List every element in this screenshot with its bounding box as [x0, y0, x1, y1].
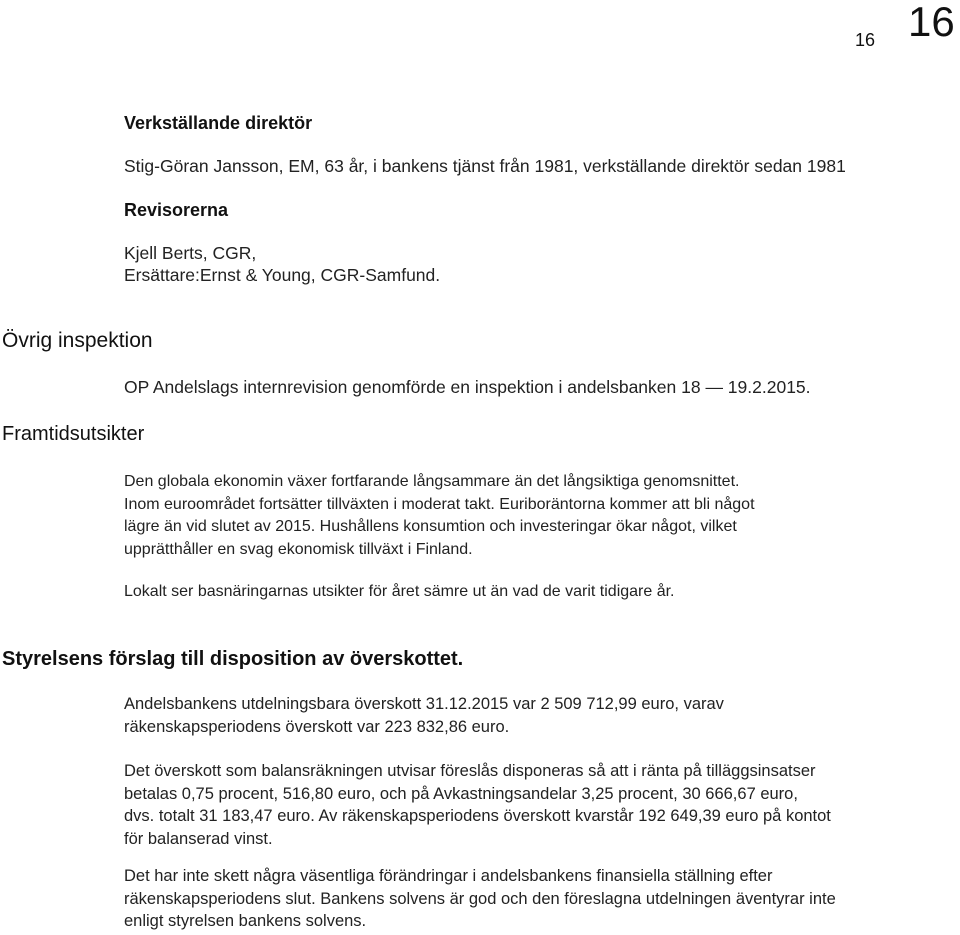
proposal-paragraph-3 [124, 865, 836, 933]
management-heading: Verkställande direktör [124, 113, 313, 133]
auditors-heading: Revisorerna [124, 200, 229, 220]
text-line: Det överskott som balansräkningen utvisar föreslås disponeras så att i ränta på tilläggsinsatser [124, 762, 816, 780]
page-number-small: 16 [855, 30, 876, 50]
text-line: Andelsbankens utdelningsbara överskott 31.12.2015 var 2 509 712,99 euro, varav [124, 695, 724, 713]
proposal-heading: Styrelsens förslag till disposition av överskottet. [2, 648, 464, 670]
text-line: Det har inte skett några väsentliga förändringar i andelsbankens finansiella ställning efter [124, 867, 773, 885]
text-line: lägre än vid slutet av 2015. Hushållens konsumtion och investeringar ökar något, vilket [124, 518, 737, 535]
outlook-paragraph-1 [124, 471, 755, 561]
inspection-text: OP Andelslags internrevision genomförde en inspektion i andelsbanken 18 — 19.2.2015. [124, 377, 811, 397]
text-line: upprätthåller en svag ekonomisk tillväxt i Finland. [124, 540, 473, 558]
management-text: Stig-Göran Jansson, EM, 63 år, i bankens tjänst från 1981, verkställande direktör sedan 1981 [124, 156, 846, 176]
text-line: räkenskapsperiodens överskott var 223 832,86 euro. [124, 717, 510, 736]
inspection-heading: Övrig inspektion [2, 329, 153, 352]
proposal-paragraph-2 [124, 760, 831, 850]
text-line: räkenskapsperiodens slut. Bankens solvens är god och den föreslagna utdelningen äventyrar inte [124, 889, 836, 908]
page-number-large: 16 [908, 0, 955, 45]
auditors-line-1: Kjell Berts, CGR, [124, 243, 257, 263]
outlook-paragraph-2 [124, 581, 675, 604]
text-line: Den globala ekonomin växer fortfarande långsammare än det långsiktiga genomsnittet. [124, 473, 740, 490]
text-line: Lokalt ser basnäringarnas utsikter för året sämre ut än vad de varit tidigare år. [124, 583, 675, 600]
proposal-paragraph-1 [124, 693, 724, 738]
text-line: enligt styrelsen bankens solvens. [124, 912, 367, 930]
text-line: betalas 0,75 procent, 516,80 euro, och på Avkastningsandelar 3,25 procent, 30 666,67 euro, [124, 784, 798, 803]
text-line: dvs. totalt 31 183,47 euro. Av räkenskapsperiodens överskott kvarstår 192 649,39 euro på kontot [124, 807, 831, 825]
text-line: Inom euroområdet fortsätter tillväxten i moderat takt. Euriboräntorna kommer att bli något [124, 495, 755, 513]
auditors-line-2: Ersättare:Ernst & Young, CGR-Samfund. [124, 265, 441, 285]
text-line: för balanserad vinst. [124, 829, 273, 848]
outlook-heading: Framtidsutsikter [2, 423, 145, 445]
